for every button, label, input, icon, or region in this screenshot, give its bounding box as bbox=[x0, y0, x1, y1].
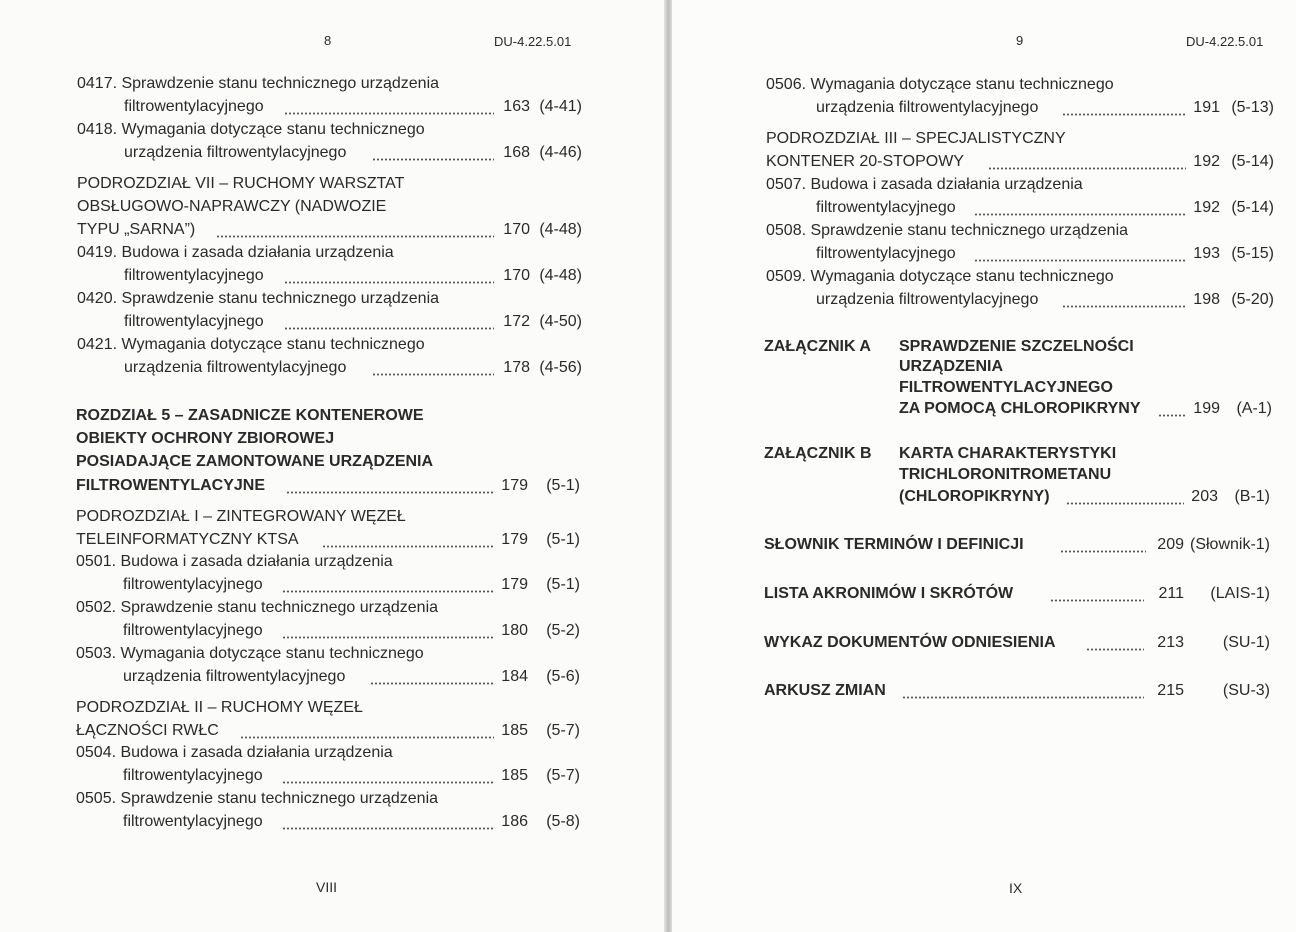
toc-page: 185 bbox=[501, 767, 528, 784]
toc-ref: (5-13) bbox=[1231, 99, 1274, 116]
dot-leader bbox=[282, 574, 494, 596]
toc-page: 193 bbox=[1193, 245, 1220, 262]
document-code: DU-4.22.5.01 bbox=[494, 34, 572, 49]
dot-leader bbox=[974, 197, 1186, 219]
toc-page: 178 bbox=[503, 359, 530, 376]
toc-page: 203 bbox=[1191, 488, 1218, 505]
toc-page: 192 bbox=[1193, 199, 1220, 216]
toc-page: 215 bbox=[1157, 682, 1184, 699]
toc-ref: (4-48) bbox=[539, 267, 582, 284]
toc-ref: (5-7) bbox=[546, 722, 580, 739]
toc-page: 168 bbox=[503, 144, 530, 161]
dot-leader bbox=[1050, 583, 1144, 605]
book-spine bbox=[664, 0, 672, 932]
toc-ref: (5-6) bbox=[546, 668, 580, 685]
toc-page: 186 bbox=[501, 813, 528, 830]
dot-leader bbox=[282, 620, 494, 642]
toc-ref: (5-20) bbox=[1231, 291, 1274, 308]
dot-leader bbox=[1158, 398, 1186, 420]
toc-ref: (SU-3) bbox=[1222, 682, 1270, 699]
page-number: 9 bbox=[1016, 33, 1024, 48]
toc-ref: (5-2) bbox=[546, 622, 580, 639]
page-number: 8 bbox=[324, 33, 332, 48]
toc-page: 211 bbox=[1158, 585, 1184, 602]
toc-page: 180 bbox=[501, 622, 528, 639]
toc-ref: (4-48) bbox=[539, 221, 582, 238]
left-page: 8 DU-4.22.5.01 0417. Sprawdzenie stanu technicznego urządzenia filtrowentylacyjnego 163 (4-41) 0418. Wymagania dotyczące stanu technicznego urządzenia filtrowentylacyjnego 168 (4-46) PODROZDZIAŁ VII – RUCHOMY WARSZTAT OBSŁUGOWO-NAPRAWCZY (NADWOZIE TYPU „SARNA”) 170 (4-48) 0419. Budowa i zasada działania urządzenia filtrowentylacyjnego 170 (4-48) 0420. Sprawdzenie stanu technicznego urządzenia filtrowentylacyjnego 172 (4-50) 0421. Wymagania dotyczące stanu technicznego urządzenia filtrowentylacyjnego 178 (4-56) ROZDZIAŁ 5 – ZASADNICZE KONTENEROWE OBIEKTY OCHRONY ZBIOROWEJ POSIADAJĄCE ZAMONTOWANE URZĄDZENIA FILTROWENTYLACYJNE 179 (5-1) PODROZDZIAŁ I – ZINTEGROWANY WĘZEŁ TELEINFORMATYCZNY KTSA 179 (5-1) 0501. Budowa i zasada działania urządzenia filtrowentylacyjnego 179 (5-1) 0502. Sprawdzenie stanu technicznego urządzenia filtrowentylacyjnego 180 (5-2) 0503. Wymagania dotyczące stanu technicznego urządzenia filtrowentylacyjnego 184 (5-6) PODROZDZIAŁ II – RUCHOMY WĘZEŁ ŁĄCZNOŚCI RWŁC 185 (5-7) 0504. Budowa i zasada działania urządzenia filtrowentylacyjnego 185 (5-7) 0505. Sprawdzenie stanu technicznego urządzenia filtrowentylacyjnego 186 (5-8) VIII bbox=[0, 0, 664, 932]
toc-ref: (5-1) bbox=[546, 477, 580, 494]
dot-leader bbox=[284, 311, 494, 333]
toc-ref: (5-14) bbox=[1231, 153, 1274, 170]
dot-leader bbox=[1086, 632, 1144, 654]
toc-ref: (4-46) bbox=[539, 144, 582, 161]
dot-leader bbox=[1062, 289, 1186, 311]
toc-ref: (5-1) bbox=[546, 576, 580, 593]
dot-leader bbox=[284, 96, 494, 118]
toc-ref: (4-50) bbox=[539, 313, 582, 330]
toc-ref: (Słownik-1) bbox=[1189, 536, 1270, 553]
toc-ref: (B-1) bbox=[1234, 488, 1270, 505]
dot-leader bbox=[974, 243, 1186, 265]
dot-leader bbox=[282, 765, 494, 787]
toc-page: 172 bbox=[503, 313, 530, 330]
dot-leader bbox=[902, 680, 1144, 702]
dot-leader bbox=[372, 142, 494, 164]
dot-leader bbox=[1060, 534, 1146, 556]
toc-ref: (4-56) bbox=[539, 359, 582, 376]
toc-page: 199 bbox=[1193, 400, 1220, 417]
toc-ref: (A-1) bbox=[1236, 400, 1272, 417]
right-page: 9 DU-4.22.5.01 0506. Wymagania dotyczące stanu technicznego urządzenia filtrowentylacyjnego 191 (5-13) PODROZDZIAŁ III – SPECJALISTYCZNY KONTENER 20-STOPOWY 192 (5-14) 0507. Budowa i zasada działania urządzenia filtrowentylacyjnego 192 (5-14) 0508. Sprawdzenie stanu technicznego urządzenia filtrowentylacyjnego 193 (5-15) 0509. Wymagania dotyczące stanu technicznego urządzenia filtrowentylacyjnego 198 (5-20) ZAŁĄCZNIK A SPRAWDZENIE SZCZELNOŚCI URZĄDZENIA FILTROWENTYLACYJNEGO ZA POMOCĄ CHLOROPIKRYNY 199 (A-1) ZAŁĄCZNIK B KARTA CHARAKTERYSTYKI TRICHLORONITROMETANU (CHLOROPIKRYNY) 203 (B-1) SŁOWNIK TERMINÓW I DEFINICJI 209 (Słownik-1) LISTA AKRONIMÓW I SKRÓTÓW 211 (LAIS-1) WYKAZ DOKUMENTÓW ODNIESIENIA 213 (SU-1) ARKUSZ ZMIAN 215 (SU-3) IX bbox=[672, 0, 1296, 932]
toc-page: 170 bbox=[503, 221, 530, 238]
dot-leader bbox=[372, 357, 494, 379]
toc-page: 213 bbox=[1157, 634, 1184, 651]
toc-ref: (5-1) bbox=[546, 531, 580, 548]
dot-leader bbox=[322, 529, 494, 551]
toc-ref: (5-8) bbox=[546, 813, 580, 830]
toc-ref: (4-41) bbox=[539, 98, 582, 115]
dot-leader bbox=[286, 475, 494, 497]
dot-leader bbox=[370, 666, 494, 688]
dot-leader bbox=[240, 720, 494, 742]
toc-ref: (5-7) bbox=[546, 767, 580, 784]
page-footer: IX bbox=[1009, 880, 1023, 896]
toc-page: 198 bbox=[1193, 291, 1220, 308]
dot-leader bbox=[988, 151, 1186, 173]
toc-ref: (LAIS-1) bbox=[1210, 585, 1270, 602]
document-code: DU-4.22.5.01 bbox=[1186, 34, 1264, 49]
toc-ref: (SU-1) bbox=[1222, 634, 1270, 651]
toc-page: 170 bbox=[503, 267, 530, 284]
page-footer: VIII bbox=[316, 879, 338, 895]
dot-leader bbox=[216, 219, 494, 241]
toc-page: 191 bbox=[1193, 99, 1220, 116]
toc-page: 185 bbox=[501, 722, 528, 739]
dot-leader bbox=[1066, 486, 1184, 508]
dot-leader bbox=[1062, 97, 1186, 119]
toc-page: 179 bbox=[501, 531, 528, 548]
toc-page: 179 bbox=[501, 576, 528, 593]
toc-page: 179 bbox=[501, 477, 528, 494]
dot-leader bbox=[284, 265, 494, 287]
dot-leader bbox=[282, 811, 494, 833]
toc-page: 209 bbox=[1157, 536, 1184, 553]
toc-page: 192 bbox=[1193, 153, 1220, 170]
toc-page: 163 bbox=[503, 98, 530, 115]
toc-page: 184 bbox=[501, 668, 528, 685]
toc-ref: (5-14) bbox=[1231, 199, 1274, 216]
toc-ref: (5-15) bbox=[1231, 245, 1274, 262]
